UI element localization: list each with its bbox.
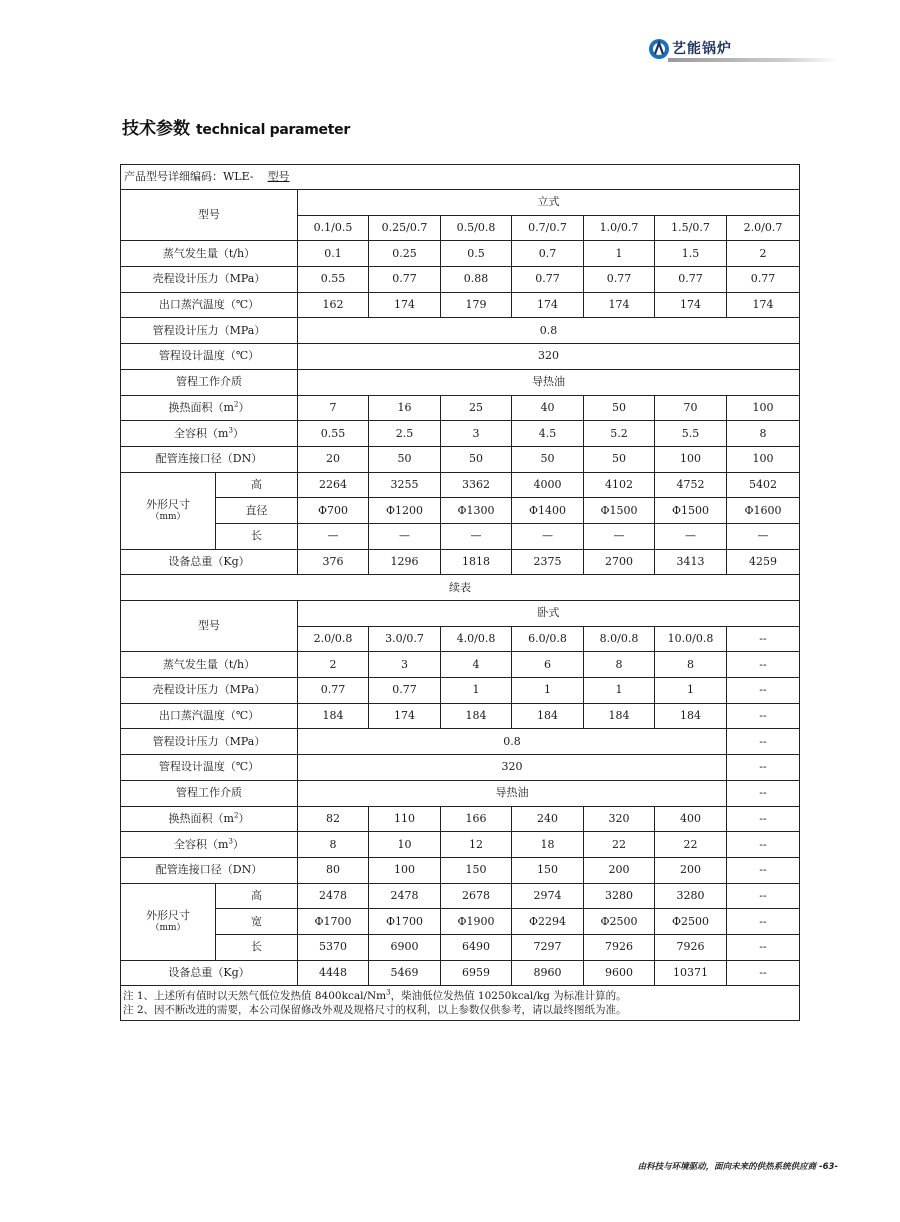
table-cell: 100 [727, 446, 800, 472]
table-cell: Φ1200 [369, 498, 441, 524]
brand-logo-icon [648, 38, 670, 60]
table-cell: 22 [584, 832, 655, 858]
unit-superscript: 2 [233, 400, 239, 409]
vertical-medium-row [121, 369, 800, 395]
table-cell: Φ1900 [441, 909, 512, 935]
table-cell: 22 [655, 832, 727, 858]
dims-sub-label: 长 [216, 934, 298, 960]
table-cell: 184 [441, 703, 512, 729]
table-cell: 100 [727, 395, 800, 421]
horizontal-shell_pressure-row [121, 678, 800, 704]
dims-label [121, 472, 216, 549]
table-cell: Φ1700 [369, 909, 441, 935]
table-cell: 2375 [512, 549, 584, 575]
table-cell: 174 [727, 292, 800, 318]
dims-label-2: （mm） [150, 511, 186, 522]
dims-label-1: 外形尺寸 [146, 908, 190, 922]
table-cell: 174 [512, 292, 584, 318]
vertical-pipe-row [121, 446, 800, 472]
table-cell: 1296 [369, 549, 441, 575]
horizontal-medium-row [121, 780, 800, 806]
blank-cell: -- [727, 832, 800, 858]
table-cell: Φ2294 [512, 909, 584, 935]
table-cell: 8 [655, 652, 727, 678]
table-cell: 50 [441, 446, 512, 472]
table-cell: Φ1600 [727, 498, 800, 524]
model-cell: 0.7/0.7 [512, 215, 584, 241]
table-cell: 1818 [441, 549, 512, 575]
page-title-cn: 技术参数 [122, 119, 190, 139]
table-cell: Φ2500 [655, 909, 727, 935]
vertical-dims-row [121, 498, 800, 524]
note-1-a: 注 1、上述所有值时以天然气低位发热值 8400kcal/Nm [123, 990, 387, 1003]
page-footer: 由科技与环境驱动，面向未来的供热系统供应商 -63- [637, 1162, 838, 1172]
table-cell: 80 [298, 857, 369, 883]
horizontal-tube_pressure-row [121, 729, 800, 755]
table-cell: 240 [512, 806, 584, 832]
vertical-steam-row [121, 241, 800, 267]
product-code-prefix: 产品型号详细编码：WLE- [124, 170, 254, 183]
table-cell: 8 [584, 652, 655, 678]
table-cell: 10 [369, 832, 441, 858]
table-cell: 320 [584, 806, 655, 832]
blank-cell: -- [727, 934, 800, 960]
model-cell: 0.25/0.7 [369, 215, 441, 241]
table-cell: 0.7 [512, 241, 584, 267]
table-cell: 4.5 [512, 421, 584, 447]
note-1-b: ，柴油低位发热值 10250kcal/kg 为标准计算的。 [390, 990, 627, 1003]
table-cell: 100 [655, 446, 727, 472]
row-label: 配管连接口径（DN） [121, 446, 298, 472]
row-label: 设备总重（Kg） [121, 960, 298, 986]
table-cell: 1 [655, 678, 727, 704]
table-cell: 7 [298, 395, 369, 421]
row-label-close: ） [232, 837, 244, 851]
table-cell: 5402 [727, 472, 800, 498]
table-cell: 1 [584, 678, 655, 704]
blank-cell: -- [727, 780, 800, 806]
table-cell: 2 [727, 241, 800, 267]
brand-logo [648, 36, 838, 66]
table-cell: 2478 [298, 883, 369, 909]
row-label-text: 换热面积（m [168, 400, 234, 414]
table-cell: 0.77 [512, 267, 584, 293]
table-cell: — [369, 523, 441, 549]
note-1-sup: 3 [386, 988, 391, 997]
table-cell: 5370 [298, 934, 369, 960]
blank-cell: -- [727, 755, 800, 781]
table-cell: 0.1 [298, 241, 369, 267]
table-cell: 10371 [655, 960, 727, 986]
continued-row [121, 575, 800, 601]
type-label: 卧式 [298, 601, 800, 627]
table-cell: 3413 [655, 549, 727, 575]
model-cell: 2.0/0.7 [727, 215, 800, 241]
table-cell: 2 [298, 652, 369, 678]
table-cell: 166 [441, 806, 512, 832]
vertical-outlet_temp-row [121, 292, 800, 318]
row-label: 管程设计压力（MPa） [121, 318, 298, 344]
model-cell: 2.0/0.8 [298, 626, 369, 652]
vertical-weight-row [121, 549, 800, 575]
table-cell: 3280 [584, 883, 655, 909]
table-cell: 50 [512, 446, 584, 472]
spec-table [120, 164, 800, 1021]
horizontal-outlet_temp-row [121, 703, 800, 729]
continued-label: 续表 [121, 575, 800, 601]
table-cell: 184 [512, 703, 584, 729]
table-cell: 1.5 [655, 241, 727, 267]
table-cell: 4102 [584, 472, 655, 498]
table-cell: 3255 [369, 472, 441, 498]
table-cell: 70 [655, 395, 727, 421]
dims-label-1: 外形尺寸 [146, 497, 190, 511]
blank-cell: -- [727, 909, 800, 935]
table-cell: 0.77 [369, 678, 441, 704]
table-cell: — [512, 523, 584, 549]
table-cell: Φ700 [298, 498, 369, 524]
table-cell: 50 [584, 446, 655, 472]
unit-superscript: 2 [233, 811, 239, 820]
table-cell: 50 [369, 446, 441, 472]
table-cell: — [584, 523, 655, 549]
table-cell: 174 [655, 292, 727, 318]
header-rule [668, 58, 838, 62]
note-1 [123, 989, 797, 1003]
table-cell: 5469 [369, 960, 441, 986]
table-cell: 0.77 [298, 678, 369, 704]
blank-cell: -- [727, 678, 800, 704]
table-cell: Φ2500 [584, 909, 655, 935]
table-cell: 4752 [655, 472, 727, 498]
model-cell: 8.0/0.8 [584, 626, 655, 652]
table-cell: 50 [584, 395, 655, 421]
row-label: 管程设计压力（MPa） [121, 729, 298, 755]
horizontal-pipe-row [121, 857, 800, 883]
table-cell: 179 [441, 292, 512, 318]
table-cell: 184 [298, 703, 369, 729]
table-cell: 184 [655, 703, 727, 729]
blank-cell: -- [727, 626, 800, 652]
table-cell: 1 [512, 678, 584, 704]
model-label: 型号 [121, 190, 298, 241]
table-cell: 8 [298, 832, 369, 858]
horizontal-header-row [121, 601, 800, 627]
table-cell: 0.55 [298, 421, 369, 447]
table-cell: 162 [298, 292, 369, 318]
table-cell: — [441, 523, 512, 549]
blank-cell: -- [727, 806, 800, 832]
table-cell: 174 [369, 292, 441, 318]
horizontal-weight-row [121, 960, 800, 986]
table-cell: 7926 [584, 934, 655, 960]
table-cell: 6490 [441, 934, 512, 960]
table-cell: 0.77 [727, 267, 800, 293]
table-cell: 320 [298, 344, 800, 370]
table-cell: 3 [369, 652, 441, 678]
product-code-suffix: 型号 [267, 170, 290, 183]
model-cell: 3.0/0.7 [369, 626, 441, 652]
row-label: 管程工作介质 [121, 780, 298, 806]
table-cell: 导热油 [298, 780, 727, 806]
table-cell: 110 [369, 806, 441, 832]
table-cell: 5.2 [584, 421, 655, 447]
table-cell: 0.77 [369, 267, 441, 293]
table-cell: 0.5 [441, 241, 512, 267]
table-cell: 1 [441, 678, 512, 704]
blank-cell: -- [727, 857, 800, 883]
notes [121, 986, 800, 1021]
row-label: 管程设计温度（℃） [121, 344, 298, 370]
horizontal-dims-row [121, 934, 800, 960]
row-label-text: 全容积（m [174, 426, 229, 440]
type-label: 立式 [298, 190, 800, 216]
product-code [121, 165, 800, 190]
row-label: 壳程设计压力（MPa） [121, 267, 298, 293]
dims-sub-label: 高 [216, 472, 298, 498]
table-cell: 400 [655, 806, 727, 832]
table-cell: 4 [441, 652, 512, 678]
row-label: 蒸气发生量（t/h） [121, 652, 298, 678]
dims-sub-label: 宽 [216, 909, 298, 935]
note-2: 注 2、因不断改进的需要，本公司保留修改外观及规格尺寸的权利，以上参数仅供参考，请以最终图纸为准。 [123, 1004, 627, 1017]
model-cell: 0.1/0.5 [298, 215, 369, 241]
unit-superscript: 3 [228, 836, 233, 845]
table-cell: Φ1700 [298, 909, 369, 935]
table-cell: Φ1500 [584, 498, 655, 524]
model-cell: 0.5/0.8 [441, 215, 512, 241]
row-label: 设备总重（Kg） [121, 549, 298, 575]
table-cell: 150 [441, 857, 512, 883]
code-row [121, 165, 800, 190]
table-cell: 18 [512, 832, 584, 858]
table-cell: 6959 [441, 960, 512, 986]
table-cell: 25 [441, 395, 512, 421]
table-cell: 7926 [655, 934, 727, 960]
row-label [121, 395, 298, 421]
table-cell: 3280 [655, 883, 727, 909]
table-cell: — [298, 523, 369, 549]
row-label: 配管连接口径（DN） [121, 857, 298, 883]
table-cell: 0.88 [441, 267, 512, 293]
table-cell: 0.25 [369, 241, 441, 267]
table-cell: 150 [512, 857, 584, 883]
row-label-close: ） [232, 426, 244, 440]
table-cell: 0.77 [655, 267, 727, 293]
horizontal-steam-row [121, 652, 800, 678]
table-cell: 4000 [512, 472, 584, 498]
table-cell: 3 [441, 421, 512, 447]
table-cell: Φ1400 [512, 498, 584, 524]
table-cell: 2478 [369, 883, 441, 909]
model-cell: 1.5/0.7 [655, 215, 727, 241]
table-cell: 2678 [441, 883, 512, 909]
blank-cell: -- [727, 960, 800, 986]
blank-cell: -- [727, 703, 800, 729]
vertical-area-row [121, 395, 800, 421]
vertical-tube_pressure-row [121, 318, 800, 344]
row-label: 管程工作介质 [121, 369, 298, 395]
table-cell: — [727, 523, 800, 549]
table-cell: 1 [584, 241, 655, 267]
table-cell: 2264 [298, 472, 369, 498]
vertical-volume-row [121, 421, 800, 447]
vertical-header-row [121, 190, 800, 216]
model-label: 型号 [121, 601, 298, 652]
model-cell: 6.0/0.8 [512, 626, 584, 652]
table-cell: Φ1500 [655, 498, 727, 524]
dims-label [121, 883, 216, 960]
table-cell: 0.77 [584, 267, 655, 293]
table-cell: 0.55 [298, 267, 369, 293]
horizontal-dims-row [121, 909, 800, 935]
table-cell: 5.5 [655, 421, 727, 447]
page-title [122, 114, 350, 139]
table-cell: 4259 [727, 549, 800, 575]
table-cell: 2974 [512, 883, 584, 909]
row-label: 出口蒸汽温度（℃） [121, 703, 298, 729]
vertical-shell_pressure-row [121, 267, 800, 293]
brand-name: 艺能锅炉 [672, 41, 732, 57]
table-cell: 0.8 [298, 729, 727, 755]
dims-sub-label: 长 [216, 523, 298, 549]
table-cell: 8 [727, 421, 800, 447]
table-cell: 200 [584, 857, 655, 883]
table-cell: 6 [512, 652, 584, 678]
table-cell: 6900 [369, 934, 441, 960]
table-cell: 174 [584, 292, 655, 318]
model-cell: 10.0/0.8 [655, 626, 727, 652]
table-cell: 82 [298, 806, 369, 832]
table-cell: 100 [369, 857, 441, 883]
table-cell: Φ1300 [441, 498, 512, 524]
row-label [121, 832, 298, 858]
table-cell: 4448 [298, 960, 369, 986]
dims-sub-label: 直径 [216, 498, 298, 524]
model-cell: 1.0/0.7 [584, 215, 655, 241]
table-cell: — [655, 523, 727, 549]
horizontal-volume-row [121, 832, 800, 858]
table-cell: 320 [298, 755, 727, 781]
vertical-dims-row [121, 523, 800, 549]
notes-row [121, 986, 800, 1021]
table-cell: 200 [655, 857, 727, 883]
vertical-tube_temp-row [121, 344, 800, 370]
row-label [121, 806, 298, 832]
table-cell: 8960 [512, 960, 584, 986]
table-cell: 3362 [441, 472, 512, 498]
table-cell: 9600 [584, 960, 655, 986]
row-label: 壳程设计压力（MPa） [121, 678, 298, 704]
table-cell: 376 [298, 549, 369, 575]
table-cell: 40 [512, 395, 584, 421]
table-cell: 16 [369, 395, 441, 421]
vertical-dims-row [121, 472, 800, 498]
horizontal-tube_temp-row [121, 755, 800, 781]
table-cell: 12 [441, 832, 512, 858]
table-cell: 导热油 [298, 369, 800, 395]
row-label-text: 换热面积（m [168, 811, 234, 825]
model-cell: 4.0/0.8 [441, 626, 512, 652]
row-label: 蒸气发生量（t/h） [121, 241, 298, 267]
row-label-text: 全容积（m [174, 837, 229, 851]
table-cell: 2.5 [369, 421, 441, 447]
table-cell: 184 [584, 703, 655, 729]
blank-cell: -- [727, 729, 800, 755]
table-cell: 20 [298, 446, 369, 472]
table-cell: 174 [369, 703, 441, 729]
table-cell: 2700 [584, 549, 655, 575]
horizontal-dims-row [121, 883, 800, 909]
row-label: 出口蒸汽温度（℃） [121, 292, 298, 318]
row-label [121, 421, 298, 447]
page-title-en: technical parameter [196, 122, 350, 138]
blank-cell: -- [727, 883, 800, 909]
row-label-close: ） [238, 400, 250, 414]
dims-label-2: （mm） [150, 922, 186, 933]
table-cell: 0.8 [298, 318, 800, 344]
blank-cell: -- [727, 652, 800, 678]
dims-sub-label: 高 [216, 883, 298, 909]
unit-superscript: 3 [228, 425, 233, 434]
table-cell: 7297 [512, 934, 584, 960]
horizontal-area-row [121, 806, 800, 832]
row-label-close: ） [238, 811, 250, 825]
row-label: 管程设计温度（℃） [121, 755, 298, 781]
